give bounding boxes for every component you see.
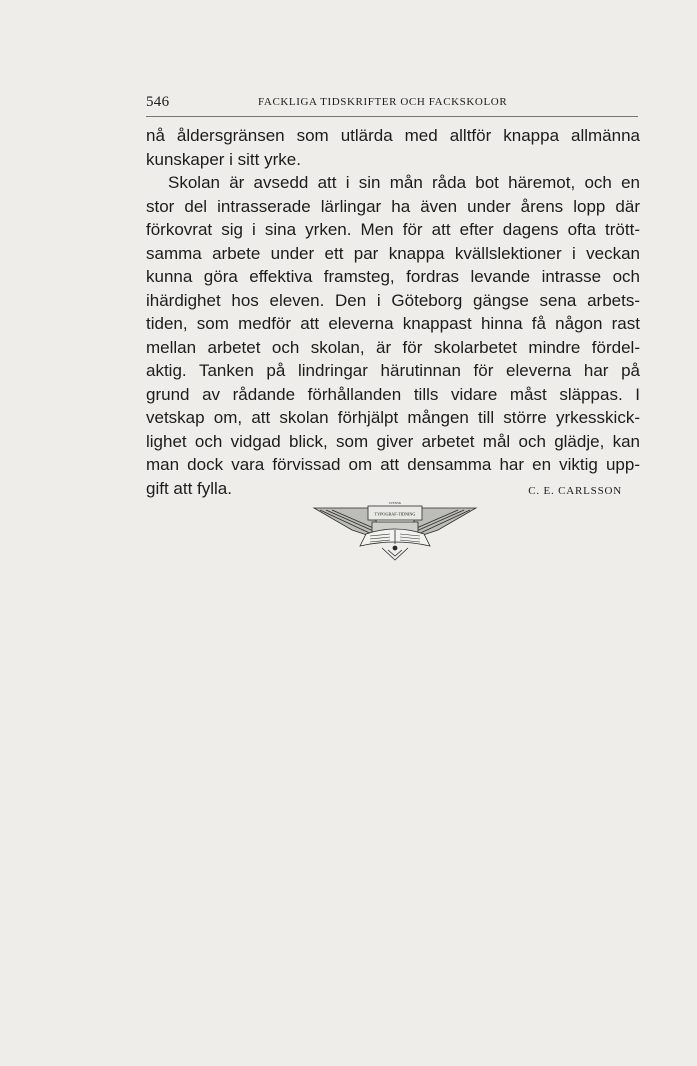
page-number: 546 [146,94,170,110]
text-line: tiden, som medför att eleverna knappast hinna få någon rast [146,314,640,333]
text-line: kunna göra effektiva framsteg, fordras levande intrasse och [146,267,640,286]
text-line: lighet och vidgad blick, som giver arbetet mål och glädje, kan [146,431,640,451]
text-line: nå åldersgränsen som utlärda med alltför knappa allmänna [146,126,640,145]
header-rule [146,116,638,117]
printers-ornament-icon [312,500,478,564]
text-line: aktig. Tanken på lindringar härutinnan för eleverna har på [146,361,640,380]
text-line: kunskaper i sitt yrke. [146,149,301,169]
text-line: stor del intrasserade lärlingar ha även under årens lopp där [146,196,640,216]
body-text [146,124,640,503]
text-line: förkovrat sig i sina yrken. Men för att efter dagens ofta trött- [146,220,640,239]
author-signature: C. E. CARLSSON [528,484,622,497]
text-line: samma arbete under ett par knappa kvällslektioner i veckan [146,243,640,263]
running-head: FACKLIGA TIDSKRIFTER OCH FACKSKOLOR [258,96,508,108]
text-line: gift att fylla. [146,478,232,498]
text-line: man dock vara förvissad om att densamma har en viktig upp- [146,455,640,474]
text-line: mellan arbetet och skolan, är för skolarbetet mindre fördel- [146,337,640,357]
ornament-top-text: SVENSK [388,501,402,505]
text-line: grund av rådande förhållanden tills vidare måst släppas. I [146,384,640,404]
text-line: ihärdighet hos eleven. Den i Göteborg gängse sena arbets- [146,290,640,310]
text-line: vetskap om, att skolan förhjälpt mången till större yrkesskick- [146,408,640,427]
text-line: Skolan är avsedd att i sin mån råda bot häremot, och en [168,173,640,192]
ornament-banner-text: TYPOGRAF-TIDNING [374,511,416,517]
